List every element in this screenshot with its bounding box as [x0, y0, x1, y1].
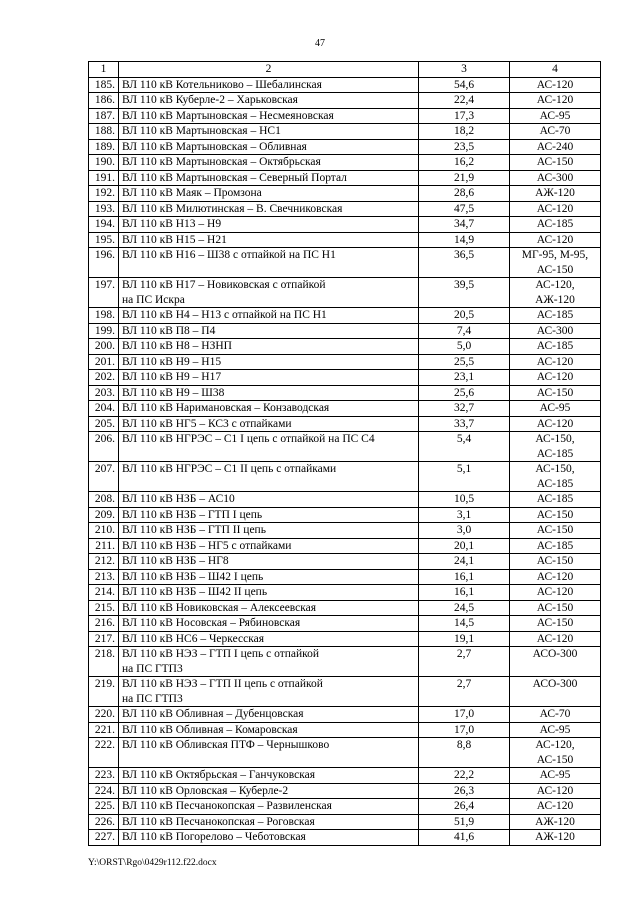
table-row [89, 339, 601, 355]
line-length: 33,7 [419, 416, 510, 432]
line-length: 3,1 [419, 507, 510, 523]
wire-type: АС-150, АС-185 [510, 432, 601, 462]
line-name: ВЛ 110 кВ НГРЭС – С1 II цепь с отпайками [119, 462, 419, 492]
line-name: ВЛ 110 кВ Новиковская – Алексеевская [119, 600, 419, 616]
table-row [89, 323, 601, 339]
table-row [89, 492, 601, 508]
line-name: ВЛ 110 кВ Мартыновская – Обливная [119, 139, 419, 155]
row-number: 214. [89, 585, 119, 601]
line-name: ВЛ 110 кВ НГРЭС – С1 I цепь с отпайкой на ПС С4 [119, 432, 419, 462]
line-length: 54,6 [419, 77, 510, 93]
wire-type: АС-120, АС-150 [510, 738, 601, 768]
line-length: 5,0 [419, 339, 510, 355]
row-number: 218. [89, 647, 119, 677]
row-number: 194. [89, 217, 119, 233]
table-row [89, 370, 601, 386]
row-number: 226. [89, 814, 119, 830]
line-length: 14,9 [419, 232, 510, 248]
wire-type: АС-185 [510, 217, 601, 233]
table-row [89, 507, 601, 523]
table-row [89, 385, 601, 401]
row-number: 215. [89, 600, 119, 616]
wire-type: АС-120 [510, 569, 601, 585]
table-row [89, 616, 601, 632]
row-number: 221. [89, 722, 119, 738]
wire-type: АС-95 [510, 722, 601, 738]
wire-type: АС-150 [510, 385, 601, 401]
line-length: 25,6 [419, 385, 510, 401]
row-number: 202. [89, 370, 119, 386]
table-row [89, 569, 601, 585]
row-number: 193. [89, 201, 119, 217]
file-path-footer: Y:\ORST\Rgo\0429r112.f22.docx [88, 858, 217, 868]
row-number: 200. [89, 339, 119, 355]
wire-type: МГ-95, М-95, АС-150 [510, 248, 601, 278]
column-header-number: 1 [89, 62, 119, 78]
line-name: ВЛ 110 кВ НС6 – Черкесская [119, 631, 419, 647]
wire-type: АС-95 [510, 108, 601, 124]
row-number: 192. [89, 186, 119, 202]
line-length: 20,1 [419, 538, 510, 554]
line-name: ВЛ 110 кВ Н13 – Н9 [119, 217, 419, 233]
row-number: 191. [89, 170, 119, 186]
table-row [89, 155, 601, 171]
wire-type: АС-120 [510, 93, 601, 109]
line-name: ВЛ 110 кВ Н9 – Н17 [119, 370, 419, 386]
wire-type: АС-300 [510, 323, 601, 339]
row-number: 223. [89, 768, 119, 784]
wire-type: АС-150 [510, 600, 601, 616]
row-number: 204. [89, 401, 119, 417]
line-length: 22,4 [419, 93, 510, 109]
page-number: 47 [315, 38, 325, 49]
wire-type: АС-150 [510, 554, 601, 570]
line-name: ВЛ 110 кВ Песчанокопская – Развиленская [119, 799, 419, 815]
wire-type: АС-120 [510, 201, 601, 217]
row-number: 190. [89, 155, 119, 171]
line-name: ВЛ 110 кВ НГ5 – КС3 с отпайками [119, 416, 419, 432]
row-number: 222. [89, 738, 119, 768]
line-length: 16,1 [419, 585, 510, 601]
row-number: 208. [89, 492, 119, 508]
wire-type: АС-120 [510, 77, 601, 93]
line-length: 16,1 [419, 569, 510, 585]
table-row [89, 232, 601, 248]
column-header-wire: 4 [510, 62, 601, 78]
line-name: ВЛ 110 кВ Орловская – Куберле-2 [119, 783, 419, 799]
table-row [89, 170, 601, 186]
wire-type: АС-120 [510, 631, 601, 647]
table-row [89, 248, 601, 278]
table-row [89, 783, 601, 799]
table-row [89, 738, 601, 768]
row-number: 188. [89, 124, 119, 140]
row-number: 197. [89, 278, 119, 308]
line-name: ВЛ 110 кВ НЗБ – ГТП II цепь [119, 523, 419, 539]
line-name: ВЛ 110 кВ Наримановская – Конзаводская [119, 401, 419, 417]
wire-type: АС-120 [510, 783, 601, 799]
wire-type: АС-120 [510, 370, 601, 386]
table-row [89, 401, 601, 417]
table-row [89, 217, 601, 233]
table-row [89, 201, 601, 217]
line-length: 20,5 [419, 308, 510, 324]
wire-type: АС-150 [510, 507, 601, 523]
table-row [89, 585, 601, 601]
wire-type: АС-120, АЖ-120 [510, 278, 601, 308]
wire-type: АС-120 [510, 416, 601, 432]
table-row [89, 799, 601, 815]
table-row [89, 108, 601, 124]
row-number: 186. [89, 93, 119, 109]
table-row [89, 600, 601, 616]
line-name: ВЛ 110 кВ Н4 – Н13 с отпайкой на ПС Н1 [119, 308, 419, 324]
row-number: 195. [89, 232, 119, 248]
row-number: 209. [89, 507, 119, 523]
wire-type: АС-120 [510, 799, 601, 815]
row-number: 219. [89, 677, 119, 707]
line-length: 21,9 [419, 170, 510, 186]
table-row [89, 523, 601, 539]
row-number: 211. [89, 538, 119, 554]
table-row [89, 354, 601, 370]
line-length: 22,2 [419, 768, 510, 784]
wire-type: АСО-300 [510, 647, 601, 677]
wire-type: АС-150 [510, 616, 601, 632]
line-name: ВЛ 110 кВ НЗБ – НГ8 [119, 554, 419, 570]
line-length: 2,7 [419, 677, 510, 707]
row-number: 199. [89, 323, 119, 339]
row-number: 217. [89, 631, 119, 647]
wire-type: АС-150, АС-185 [510, 462, 601, 492]
wire-type: АС-120 [510, 354, 601, 370]
line-length: 26,4 [419, 799, 510, 815]
line-length: 18,2 [419, 124, 510, 140]
line-length: 47,5 [419, 201, 510, 217]
wire-type: АС-240 [510, 139, 601, 155]
line-length: 24,5 [419, 600, 510, 616]
line-name: ВЛ 110 кВ Н15 – Н21 [119, 232, 419, 248]
line-length: 17,3 [419, 108, 510, 124]
line-name: ВЛ 110 кВ Октябрьская – Ганчуковская [119, 768, 419, 784]
row-number: 212. [89, 554, 119, 570]
line-length: 14,5 [419, 616, 510, 632]
row-number: 203. [89, 385, 119, 401]
row-number: 196. [89, 248, 119, 278]
line-name: ВЛ 110 кВ Н8 – НЗНП [119, 339, 419, 355]
wire-type: АС-185 [510, 339, 601, 355]
line-length: 26,3 [419, 783, 510, 799]
power-lines-table [88, 61, 601, 846]
line-length: 39,5 [419, 278, 510, 308]
line-name: ВЛ 110 кВ Н9 – Н15 [119, 354, 419, 370]
line-name: ВЛ 110 кВ НЗБ – АС10 [119, 492, 419, 508]
table-row [89, 631, 601, 647]
table-row [89, 647, 601, 677]
line-length: 28,6 [419, 186, 510, 202]
line-name: ВЛ 110 кВ НЭЗ – ГТП II цепь с отпайкой на ПС ГТП3 [119, 677, 419, 707]
line-length: 25,5 [419, 354, 510, 370]
row-number: 216. [89, 616, 119, 632]
row-number: 210. [89, 523, 119, 539]
line-length: 41,6 [419, 830, 510, 846]
table-row [89, 722, 601, 738]
table-row [89, 77, 601, 93]
line-length: 16,2 [419, 155, 510, 171]
table-row [89, 538, 601, 554]
table-row [89, 308, 601, 324]
line-name: ВЛ 110 кВ Куберле-2 – Харьковская [119, 93, 419, 109]
line-length: 5,1 [419, 462, 510, 492]
line-name: ВЛ 110 кВ НЗБ – ГТП I цепь [119, 507, 419, 523]
line-length: 2,7 [419, 647, 510, 677]
line-name: ВЛ 110 кВ Милютинская – В. Свечниковская [119, 201, 419, 217]
wire-type: АС-70 [510, 124, 601, 140]
table-row [89, 124, 601, 140]
table-row [89, 814, 601, 830]
line-length: 17,0 [419, 707, 510, 723]
row-number: 187. [89, 108, 119, 124]
row-number: 207. [89, 462, 119, 492]
line-name: ВЛ 110 кВ Обливская ПТФ – Чернышково [119, 738, 419, 768]
wire-type: АС-300 [510, 170, 601, 186]
wire-type: АС-95 [510, 401, 601, 417]
row-number: 201. [89, 354, 119, 370]
wire-type: АС-70 [510, 707, 601, 723]
row-number: 206. [89, 432, 119, 462]
wire-type: АС-95 [510, 768, 601, 784]
wire-type: АЖ-120 [510, 814, 601, 830]
line-length: 23,1 [419, 370, 510, 386]
line-name: ВЛ 110 кВ Обливная – Дубенцовская [119, 707, 419, 723]
line-name: ВЛ 110 кВ Песчанокопская – Роговская [119, 814, 419, 830]
table-header-row [89, 62, 601, 78]
table-row [89, 416, 601, 432]
line-length: 8,8 [419, 738, 510, 768]
wire-type: АС-120 [510, 232, 601, 248]
line-length: 3,0 [419, 523, 510, 539]
line-name: ВЛ 110 кВ Погорелово – Чеботовская [119, 830, 419, 846]
row-number: 213. [89, 569, 119, 585]
line-length: 17,0 [419, 722, 510, 738]
line-name: ВЛ 110 кВ Н9 – Ш38 [119, 385, 419, 401]
row-number: 185. [89, 77, 119, 93]
line-length: 7,4 [419, 323, 510, 339]
table-row [89, 93, 601, 109]
wire-type: АСО-300 [510, 677, 601, 707]
line-name: ВЛ 110 кВ НЭЗ – ГТП I цепь с отпайкой на ПС ГТП3 [119, 647, 419, 677]
table-row [89, 278, 601, 308]
wire-type: АС-150 [510, 155, 601, 171]
column-header-length: 3 [419, 62, 510, 78]
wire-type: АС-185 [510, 308, 601, 324]
line-name: ВЛ 110 кВ Мартыновская – НС1 [119, 124, 419, 140]
line-name: ВЛ 110 кВ НЗБ – Ш42 I цепь [119, 569, 419, 585]
line-name: ВЛ 110 кВ П8 – П4 [119, 323, 419, 339]
line-name: ВЛ 110 кВ Н17 – Новиковская с отпайкой на ПС Искра [119, 278, 419, 308]
row-number: 189. [89, 139, 119, 155]
table-row [89, 554, 601, 570]
row-number: 220. [89, 707, 119, 723]
row-number: 227. [89, 830, 119, 846]
column-header-name: 2 [119, 62, 419, 78]
line-name: ВЛ 110 кВ НЗБ – НГ5 с отпайками [119, 538, 419, 554]
line-name: ВЛ 110 кВ Маяк – Промзона [119, 186, 419, 202]
line-length: 32,7 [419, 401, 510, 417]
row-number: 198. [89, 308, 119, 324]
row-number: 225. [89, 799, 119, 815]
wire-type: АЖ-120 [510, 186, 601, 202]
line-length: 10,5 [419, 492, 510, 508]
line-name: ВЛ 110 кВ Носовская – Рябиновская [119, 616, 419, 632]
table-row [89, 462, 601, 492]
line-name: ВЛ 110 кВ Мартыновская – Северный Портал [119, 170, 419, 186]
table-row [89, 432, 601, 462]
wire-type: АС-150 [510, 523, 601, 539]
line-length: 23,5 [419, 139, 510, 155]
line-length: 36,5 [419, 248, 510, 278]
line-name: ВЛ 110 кВ НЗБ – Ш42 II цепь [119, 585, 419, 601]
table-row [89, 768, 601, 784]
line-length: 24,1 [419, 554, 510, 570]
line-name: ВЛ 110 кВ Н16 – Ш38 с отпайкой на ПС Н1 [119, 248, 419, 278]
table-body [89, 77, 601, 845]
line-name: ВЛ 110 кВ Мартыновская – Октябрьская [119, 155, 419, 171]
wire-type: АС-120 [510, 585, 601, 601]
line-length: 19,1 [419, 631, 510, 647]
line-name: ВЛ 110 кВ Котельниково – Шебалинская [119, 77, 419, 93]
line-name: ВЛ 110 кВ Обливная – Комаровская [119, 722, 419, 738]
wire-type: АС-185 [510, 492, 601, 508]
wire-type: АС-185 [510, 538, 601, 554]
table-row [89, 186, 601, 202]
row-number: 205. [89, 416, 119, 432]
line-name: ВЛ 110 кВ Мартыновская – Несмеяновская [119, 108, 419, 124]
table-row [89, 139, 601, 155]
table-row [89, 677, 601, 707]
table-row [89, 707, 601, 723]
line-length: 5,4 [419, 432, 510, 462]
wire-type: АЖ-120 [510, 830, 601, 846]
table-row [89, 830, 601, 846]
line-length: 34,7 [419, 217, 510, 233]
line-length: 51,9 [419, 814, 510, 830]
row-number: 224. [89, 783, 119, 799]
